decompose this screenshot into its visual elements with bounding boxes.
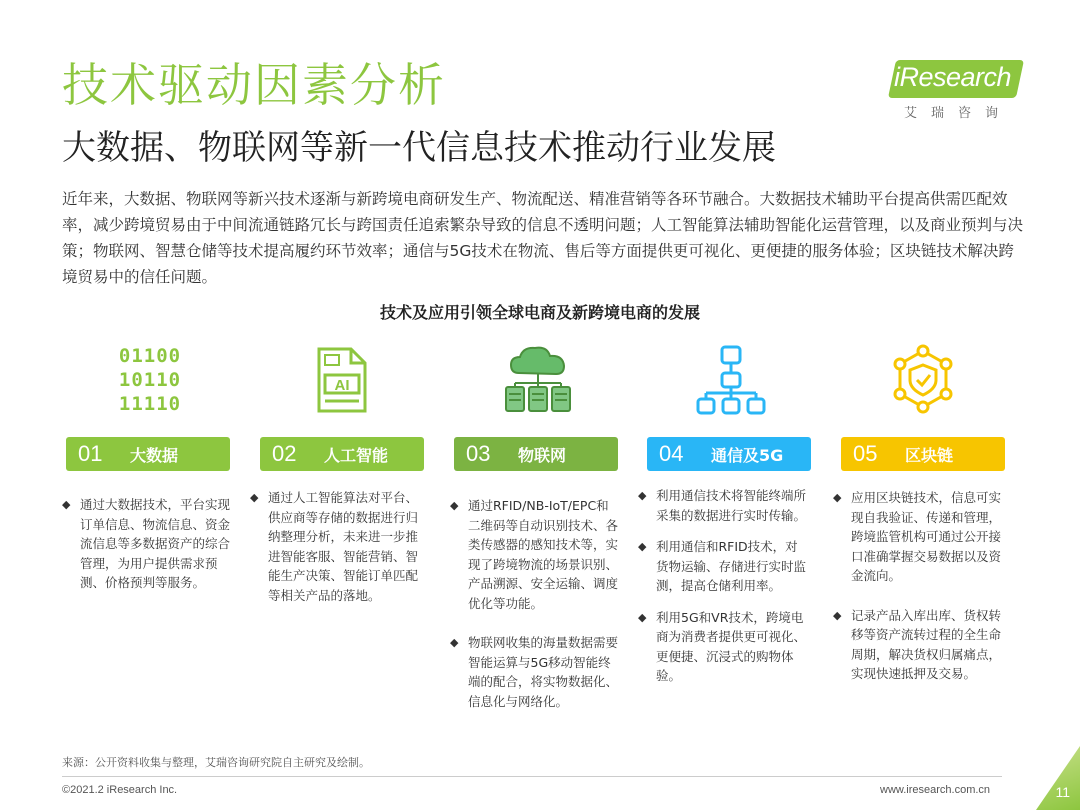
- tag-label: 区块链: [905, 445, 954, 465]
- blockchain-shield-icon: [878, 340, 968, 420]
- tag-big-data: [66, 437, 230, 471]
- bullet-text: 物联网收集的海量数据需要智能运算与5G移动智能终端的配合，将实物数据化、信息化与网络化。: [468, 635, 619, 709]
- diamond-bullet-icon: ◆: [638, 489, 647, 502]
- binary-line: 10110: [118, 369, 182, 391]
- bullet-item: [833, 488, 1003, 586]
- tag-label: 人工智能: [324, 445, 389, 465]
- tag-blockchain: [841, 437, 1005, 471]
- bullet-text: 利用通信技术将智能终端所采集的数据进行实时传输。: [656, 488, 807, 523]
- bullet-text: 应用区块链技术，信息可实现自我验证、传递和管理，跨境监管机构可通过公开接口准确掌握交易数据以及资金流向。: [851, 490, 1002, 583]
- tag-number: 03: [466, 441, 491, 466]
- bullets-iot: [450, 496, 620, 723]
- tag-number: 04: [659, 441, 684, 466]
- tag-number: 05: [853, 441, 878, 466]
- svg-text:AI: AI: [334, 377, 350, 394]
- bullet-item: [638, 537, 808, 596]
- diamond-bullet-icon: ◆: [638, 610, 647, 624]
- page-corner-decoration: [1036, 746, 1080, 810]
- binary-data-icon: [105, 340, 195, 420]
- tag-label: 通信及5G: [711, 445, 784, 465]
- cloud-network-icon: [493, 340, 583, 420]
- binary-line: 01100: [118, 345, 182, 367]
- binary-line: 11110: [118, 393, 182, 415]
- tag-number: 01: [78, 441, 103, 466]
- bullet-item: [250, 488, 420, 605]
- logo-brand-text: iResearch: [894, 62, 1012, 92]
- bullets-ai: [250, 488, 420, 617]
- network-hierarchy-icon: [686, 340, 776, 420]
- bullet-item: [62, 495, 232, 593]
- diamond-bullet-icon: ◆: [250, 491, 259, 504]
- bullets-blockchain: [833, 488, 1003, 696]
- tag-5g: [647, 437, 811, 471]
- diamond-bullet-icon: ◆: [62, 498, 71, 511]
- source-note: 来源：公开资料收集与整理，艾瑞咨询研究院自主研究及绘制。: [62, 756, 370, 769]
- page-title: 技术驱动因素分析: [62, 58, 446, 112]
- diamond-bullet-icon: ◆: [638, 540, 647, 553]
- bullet-item: [450, 633, 620, 711]
- footer-divider: [62, 776, 1002, 777]
- tag-label: 物联网: [518, 445, 567, 465]
- tag-label: 大数据: [130, 445, 179, 465]
- bullet-item: [638, 608, 808, 686]
- diamond-bullet-icon: ◆: [450, 636, 459, 649]
- logo-sub-text: 艾瑞咨询: [904, 106, 1013, 121]
- diamond-bullet-icon: ◆: [833, 491, 842, 504]
- bullet-text: 利用通信和RFID技术，对货物运输、存储进行实时监测，提高仓储利用率。: [656, 539, 807, 593]
- section-title: 技术及应用引领全球电商及新跨境电商的发展: [379, 303, 700, 322]
- bullets-5g: [638, 486, 808, 698]
- intro-paragraph: 近年来，大数据、物联网等新兴技术逐渐与新跨境电商研发生产、物流配送、精准营销等各环节融合。大数据技术辅助平台提高供需匹配效率，减少跨境贸易由于中间流通链路冗长与跨国责任追索繁杂导致的信息不透明问题；人工智能算法辅助智能化运营管理，以及商业预判与决策；物联网、智慧仓储等技术提高履约环节效率；通信与5G技术在物流、售后等方面提供更可视化、更便捷的服务体验；区块链技术解决跨境贸易中的信任问题。: [62, 190, 1024, 286]
- bullet-text: 通过RFID/NB-IoT/EPC和二维码等自动识别技术、各类传感器的感知技术等，实现了跨境物流的场景识别、产品溯源、安全运输、调度优化等功能。: [468, 498, 619, 611]
- diamond-bullet-icon: ◆: [450, 499, 459, 512]
- bullet-text: 通过大数据技术，平台实现订单信息、物流信息、资金流信息等多数据资产的综合管理，为用户提供需求预测、价格预判等服务。: [80, 497, 231, 590]
- page-subtitle: 大数据、物联网等新一代信息技术推动行业发展: [62, 128, 776, 168]
- bullet-text: 通过人工智能算法对平台、供应商等存储的数据进行归纳整理分析，未来进一步推进智能客服、智能营销、智能生产决策、智能订单匹配等相关产品的落地。: [268, 490, 419, 603]
- copyright-text: ©2021.2 iResearch Inc.: [62, 784, 178, 796]
- bullet-item: [833, 606, 1003, 684]
- tag-ai: [260, 437, 424, 471]
- bullet-item: [638, 486, 808, 525]
- diamond-bullet-icon: ◆: [833, 608, 842, 622]
- bullets-big-data: [62, 495, 232, 605]
- website-link[interactable]: www.iresearch.com.cn: [880, 784, 991, 796]
- page-number: 11: [1055, 784, 1070, 800]
- bullet-item: [450, 496, 620, 613]
- tag-iot: [454, 437, 618, 471]
- tag-number: 02: [272, 441, 297, 466]
- iresearch-logo: [890, 58, 1030, 128]
- bullet-text: 记录产品入库出库、货权转移等资产流转过程的全生命周期，解决货权归属痛点，实现快速抵押及交易。: [851, 607, 1002, 681]
- bullet-text: 利用5G和VR技术，跨境电商为消费者提供更可视化、更便捷、沉浸式的购物体验。: [656, 609, 807, 683]
- ai-document-icon: [297, 340, 387, 420]
